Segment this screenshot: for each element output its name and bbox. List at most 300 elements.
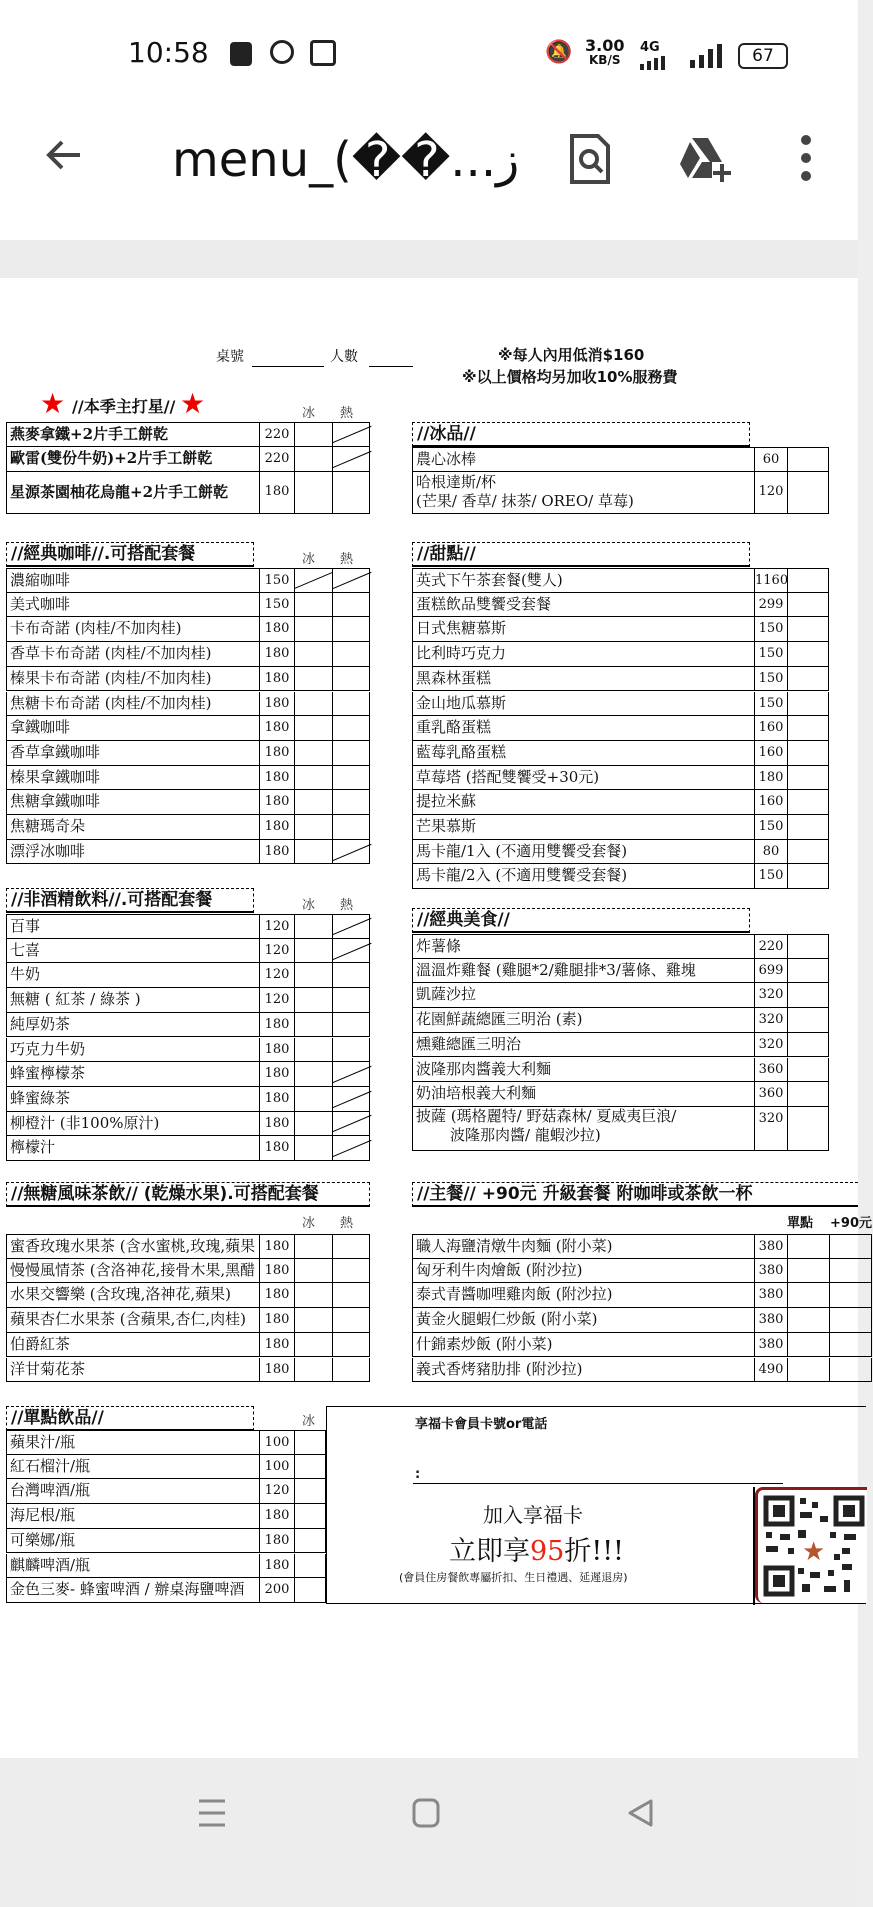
app-bar bbox=[0, 110, 858, 240]
hot-cell bbox=[333, 1062, 371, 1086]
menu-item-price: 120 bbox=[260, 939, 295, 963]
system-nav-bar bbox=[0, 1760, 858, 1907]
table-row bbox=[6, 1479, 326, 1504]
ice-cell bbox=[788, 1283, 830, 1307]
ice-cell bbox=[788, 1082, 830, 1106]
card-line bbox=[413, 1483, 783, 1484]
menu-item-price: 320 bbox=[755, 1107, 788, 1150]
table-row bbox=[412, 815, 829, 840]
net-speed bbox=[585, 38, 624, 68]
ice-cell bbox=[295, 1358, 333, 1382]
table-row bbox=[6, 1136, 370, 1161]
menu-item-price: 180 bbox=[260, 472, 295, 513]
hot-cell bbox=[333, 617, 371, 641]
menu-item-price: 180 bbox=[260, 1504, 295, 1528]
ice-cell bbox=[295, 1504, 327, 1528]
menu-item-name: 伯爵紅茶 bbox=[7, 1333, 260, 1357]
join-card-text: 加入享福卡 bbox=[483, 1503, 583, 1527]
ice-cell bbox=[295, 1479, 327, 1503]
card-note: (會員住房餐飲專屬折扣、生日禮遇、延遲退房) bbox=[399, 1571, 628, 1584]
table-row bbox=[412, 642, 829, 667]
table-line bbox=[252, 366, 324, 367]
menu-item-name: 重乳酪蛋糕 bbox=[413, 716, 755, 740]
menu-item-name: 金色三麥- 蜂蜜啤酒 / 辦桌海鹽啤酒 bbox=[7, 1578, 260, 1602]
table-row bbox=[412, 1259, 872, 1284]
table-row bbox=[6, 1087, 370, 1112]
menu-item-name: 慢慢風情茶 (含洛神花,接骨木果,黑醋 bbox=[7, 1259, 260, 1283]
hot-cell bbox=[333, 569, 371, 592]
menu-item-name: 日式焦糖慕斯 bbox=[413, 617, 755, 641]
menu-item-name: 職人海鹽清燉牛肉麵 (附小菜) bbox=[413, 1235, 755, 1258]
hot-cell bbox=[333, 1112, 371, 1136]
hot-cell bbox=[333, 472, 371, 513]
hot-cell bbox=[333, 790, 371, 814]
table-row bbox=[6, 1430, 326, 1455]
table-row bbox=[6, 1554, 326, 1579]
table-row bbox=[6, 1529, 326, 1554]
ice-cell bbox=[295, 569, 333, 592]
search-in-doc-button[interactable] bbox=[568, 134, 612, 184]
menu-item-name: 蜂蜜檸檬茶 bbox=[7, 1062, 260, 1086]
ice-cell bbox=[295, 988, 333, 1012]
hot-cell bbox=[333, 692, 371, 716]
ice-cell bbox=[295, 1062, 333, 1086]
table-row bbox=[412, 1107, 829, 1151]
menu-item-name: 焦糖卡布奇諾 (肉桂/不加肉桂) bbox=[7, 692, 260, 716]
menu-item-price: 180 bbox=[260, 1283, 295, 1307]
menu-item-name: 奶油培根義大利麵 bbox=[413, 1082, 755, 1106]
single-col-label: 單點 bbox=[787, 1216, 814, 1231]
hot-cell bbox=[333, 840, 371, 864]
menu-item-name: 蜂蜜綠茶 bbox=[7, 1087, 260, 1111]
menu-page bbox=[0, 278, 872, 1758]
table-row bbox=[412, 1082, 829, 1107]
menu-item-price: 180 bbox=[260, 692, 295, 716]
menu-item-price: 380 bbox=[755, 1259, 788, 1283]
menu-item-price: 150 bbox=[755, 617, 788, 641]
item-line: (芒果/ 香草/ 抹茶/ OREO/ 草莓) bbox=[416, 492, 634, 510]
hot-label: 熱 bbox=[340, 898, 354, 913]
menu-item-price: 180 bbox=[260, 1358, 295, 1382]
qr-code bbox=[755, 1487, 867, 1603]
table-row bbox=[6, 1283, 370, 1308]
menu-item-price: 180 bbox=[260, 642, 295, 666]
card-title: 享福卡會員卡號or電話 bbox=[415, 1417, 548, 1432]
menu-item-price: 120 bbox=[260, 963, 295, 987]
ice-cell bbox=[788, 667, 830, 691]
menu-item-name: 漂浮冰咖啡 bbox=[7, 840, 260, 864]
menu-item-price: 320 bbox=[755, 983, 788, 1007]
menu-item-name bbox=[413, 1107, 755, 1150]
menu-item-name: 洋甘菊花茶 bbox=[7, 1358, 260, 1382]
ice-cell bbox=[295, 1283, 333, 1307]
ice-cell bbox=[295, 1259, 333, 1283]
ice-cell bbox=[295, 716, 333, 740]
ice-cell bbox=[788, 1235, 830, 1258]
item-line: 波隆那肉醬/ 龍蝦沙拉) bbox=[450, 1125, 601, 1144]
menu-item-price: 150 bbox=[755, 864, 788, 888]
menu-item-name: 波隆那肉醬義大利麵 bbox=[413, 1058, 755, 1082]
menu-item-name: 水果交響樂 (含玫瑰,洛神花,蘋果) bbox=[7, 1283, 260, 1307]
menu-item-price: 120 bbox=[260, 1479, 295, 1503]
menu-item-name: 星源茶園柚花烏龍+2片手工餅乾 bbox=[7, 472, 260, 513]
menu-nav-button[interactable] bbox=[198, 1798, 226, 1828]
fruit-tea-header: //無糖風味茶飲// (乾燥水果).可搭配套餐 bbox=[6, 1182, 370, 1207]
member-card-box bbox=[326, 1406, 866, 1604]
table-row bbox=[412, 1308, 872, 1333]
ice-cell bbox=[295, 1112, 333, 1136]
ice-cell bbox=[788, 815, 830, 839]
ice-cell bbox=[788, 569, 830, 592]
menu-item-name: 什錦素炒飯 (附小菜) bbox=[413, 1333, 755, 1357]
menu-item-name: 香草卡布奇諾 (肉桂/不加肉桂) bbox=[7, 642, 260, 666]
menu-item-name: 無糖 ( 紅茶 / 綠茶 ) bbox=[7, 988, 260, 1012]
menu-item-name: 海尼根/瓶 bbox=[7, 1504, 260, 1528]
table-row bbox=[412, 864, 829, 889]
menu-item-name: 榛果拿鐵咖啡 bbox=[7, 766, 260, 790]
menu-item-price: 100 bbox=[260, 1455, 295, 1479]
ice-cell bbox=[788, 766, 830, 790]
hot-cell bbox=[333, 1259, 371, 1283]
ice-cell bbox=[295, 1333, 333, 1357]
home-nav-button[interactable] bbox=[412, 1798, 440, 1828]
menu-item-price: 160 bbox=[755, 741, 788, 765]
hot-cell bbox=[333, 815, 371, 839]
table-row bbox=[6, 1504, 326, 1529]
discount-pre: 立即享 bbox=[449, 1536, 530, 1567]
drive-add-button[interactable] bbox=[678, 134, 734, 184]
back-nav-button[interactable] bbox=[626, 1798, 654, 1828]
table-row bbox=[6, 790, 370, 815]
menu-item-name: 蘋果汁/瓶 bbox=[7, 1431, 260, 1454]
table-row bbox=[6, 1259, 370, 1284]
table-row bbox=[6, 815, 370, 840]
coffee-header: //經典咖啡//.可搭配套餐 bbox=[6, 542, 254, 567]
discount-post: 折!!! bbox=[564, 1536, 624, 1567]
single-drinks-header: //單點飲品// bbox=[6, 1406, 254, 1431]
hot-cell bbox=[830, 1333, 873, 1357]
menu-item-name: 蘋果杏仁水果茶 (含蘋果,杏仁,肉桂) bbox=[7, 1308, 260, 1332]
hot-cell bbox=[333, 1358, 371, 1382]
ice-cell bbox=[788, 617, 830, 641]
table-row bbox=[6, 1308, 370, 1333]
upgrade-col-label: +90元 bbox=[830, 1216, 872, 1231]
table-row bbox=[6, 617, 370, 642]
table-row bbox=[412, 1283, 872, 1308]
table-row bbox=[6, 1038, 370, 1063]
table-row bbox=[6, 766, 370, 791]
ice-cell bbox=[295, 1455, 327, 1479]
ice-header: //冰品// bbox=[412, 422, 750, 447]
ice-cell bbox=[295, 790, 333, 814]
table-row bbox=[412, 790, 829, 815]
star-icon: ★ bbox=[180, 387, 206, 420]
people-line bbox=[369, 366, 413, 367]
ice-cell bbox=[788, 741, 830, 765]
nonalc-header: //非酒精飲料//.可搭配套餐 bbox=[6, 888, 254, 913]
menu-item-name: 卡布奇諾 (肉桂/不加肉桂) bbox=[7, 617, 260, 641]
back-button[interactable] bbox=[40, 130, 90, 180]
ice-cell bbox=[788, 716, 830, 740]
signal2-icon bbox=[690, 44, 724, 72]
ice-cell bbox=[788, 790, 830, 814]
menu-item-price: 200 bbox=[260, 1578, 295, 1602]
hot-cell bbox=[333, 1308, 371, 1332]
ice-cell bbox=[295, 1431, 327, 1454]
net-speed-value: 3.00 bbox=[585, 36, 625, 55]
ice-cell bbox=[295, 423, 333, 446]
menu-item-name: 牛奶 bbox=[7, 963, 260, 987]
ice-cell bbox=[295, 815, 333, 839]
ice-label: 冰 bbox=[302, 406, 316, 421]
hot-cell bbox=[830, 1358, 873, 1382]
mute-icon: 🔕 bbox=[545, 40, 573, 65]
table-row bbox=[6, 939, 370, 964]
menu-item-price: 490 bbox=[755, 1358, 788, 1382]
hot-cell bbox=[333, 915, 371, 938]
menu-item-name: 蜜香玫瑰水果茶 (含水蜜桃,玫瑰,蘋果 bbox=[7, 1235, 260, 1258]
hot-cell bbox=[830, 1308, 873, 1332]
item-line: 披薩 (瑪格麗特/ 野菇森林/ 夏威夷巨浪/ bbox=[416, 1106, 677, 1125]
menu-item-name: 燕麥拿鐵+2片手工餅乾 bbox=[7, 423, 260, 446]
ice-cell bbox=[788, 593, 830, 617]
table-row bbox=[412, 716, 829, 741]
menu-item-price: 120 bbox=[755, 472, 788, 513]
menu-item-price: 180 bbox=[260, 790, 295, 814]
menu-item-name: 泰式青醬咖哩雞肉飯 (附沙拉) bbox=[413, 1283, 755, 1307]
ice-cell bbox=[788, 1008, 830, 1032]
table-row bbox=[6, 667, 370, 692]
table-row bbox=[6, 568, 370, 593]
menu-item-name: 花園鮮蔬總匯三明治 (素) bbox=[413, 1008, 755, 1032]
menu-item-price: 360 bbox=[755, 1082, 788, 1106]
min-charge: ※每人內用低消$160 bbox=[498, 346, 645, 364]
hot-cell bbox=[830, 1235, 873, 1258]
ice-cell bbox=[788, 935, 830, 958]
table-row bbox=[6, 840, 370, 865]
table-row bbox=[6, 716, 370, 741]
table-row bbox=[6, 963, 370, 988]
item-line: 哈根達斯/杯 bbox=[416, 473, 497, 491]
menu-item-price: 180 bbox=[260, 815, 295, 839]
hot-cell bbox=[333, 447, 371, 471]
menu-item-name: 巧克力牛奶 bbox=[7, 1038, 260, 1062]
table-row bbox=[6, 642, 370, 667]
ice-cell bbox=[295, 593, 333, 617]
hot-cell bbox=[333, 766, 371, 790]
more-options-button[interactable] bbox=[798, 132, 814, 184]
ice-cell bbox=[295, 963, 333, 987]
menu-item-price: 180 bbox=[260, 1529, 295, 1553]
menu-item-name: 拿鐵咖啡 bbox=[7, 716, 260, 740]
menu-item-name: 濃縮咖啡 bbox=[7, 569, 260, 592]
table-row bbox=[412, 766, 829, 791]
menu-item-price: 150 bbox=[260, 569, 295, 592]
menu-item-price: 60 bbox=[755, 448, 788, 471]
menu-item-price: 320 bbox=[755, 1008, 788, 1032]
ice-cell bbox=[295, 1529, 327, 1553]
clock: 10:58 bbox=[128, 36, 209, 69]
season-title: //本季主打星// bbox=[72, 397, 176, 416]
menu-item-price: 150 bbox=[755, 692, 788, 716]
hot-cell bbox=[333, 1087, 371, 1111]
menu-item-name: 燻雞總匯三明治 bbox=[413, 1033, 755, 1057]
table-row bbox=[412, 1008, 829, 1033]
ice-cell bbox=[295, 939, 333, 963]
ice-label: 冰 bbox=[302, 1414, 316, 1429]
document-viewer[interactable] bbox=[0, 240, 872, 1760]
hot-cell bbox=[333, 1038, 371, 1062]
menu-item-price: 180 bbox=[260, 766, 295, 790]
menu-item-name: 金山地瓜慕斯 bbox=[413, 692, 755, 716]
menu-item-price: 150 bbox=[755, 667, 788, 691]
ice-cell bbox=[788, 1358, 830, 1382]
table-label: 桌號 bbox=[216, 349, 244, 365]
network-type: 4G bbox=[640, 40, 660, 55]
ice-cell bbox=[295, 642, 333, 666]
ice-cell bbox=[788, 983, 830, 1007]
table-row bbox=[6, 1358, 370, 1383]
menu-item-price: 220 bbox=[755, 935, 788, 958]
hot-cell bbox=[333, 1013, 371, 1037]
menu-item-price: 220 bbox=[260, 423, 295, 446]
table-row bbox=[6, 1112, 370, 1137]
menu-item-name: 美式咖啡 bbox=[7, 593, 260, 617]
ice-cell bbox=[788, 1259, 830, 1283]
ice-label: 冰 bbox=[302, 552, 316, 567]
table-row bbox=[6, 1234, 370, 1259]
menu-item-price: 380 bbox=[755, 1333, 788, 1357]
menu-item-name: 匈牙利牛肉燴飯 (附沙拉) bbox=[413, 1259, 755, 1283]
menu-item-name: 草莓塔 (搭配雙饗受+30元) bbox=[413, 766, 755, 790]
hot-cell bbox=[333, 593, 371, 617]
shopee-icon bbox=[230, 42, 252, 66]
menu-item-price: 1160 bbox=[755, 569, 788, 592]
ice-cell bbox=[788, 692, 830, 716]
ice-cell bbox=[295, 692, 333, 716]
table-row bbox=[412, 692, 829, 717]
ice-cell bbox=[295, 617, 333, 641]
menu-item-price: 180 bbox=[260, 1062, 295, 1086]
ice-cell bbox=[788, 1107, 830, 1150]
menu-item-name: 蛋糕飲品雙饗受套餐 bbox=[413, 593, 755, 617]
menu-item-price: 180 bbox=[260, 1554, 295, 1578]
hot-cell bbox=[333, 988, 371, 1012]
table-row bbox=[412, 667, 829, 692]
ice-cell bbox=[788, 1333, 830, 1357]
ice-cell bbox=[295, 766, 333, 790]
table-row bbox=[412, 959, 829, 984]
net-speed-unit: KB/S bbox=[589, 53, 621, 67]
menu-item-name: 紅石榴汁/瓶 bbox=[7, 1455, 260, 1479]
ice-cell bbox=[788, 472, 830, 513]
hot-label: 熱 bbox=[340, 1216, 354, 1231]
menu-item-name: 藍莓乳酪蛋糕 bbox=[413, 741, 755, 765]
ice-cell bbox=[295, 915, 333, 938]
ice-cell bbox=[788, 1308, 830, 1332]
hot-label: 熱 bbox=[340, 406, 354, 421]
menu-item-name: 英式下午茶套餐(雙人) bbox=[413, 569, 755, 592]
hot-cell bbox=[830, 1259, 873, 1283]
ice-cell bbox=[295, 840, 333, 864]
menu-item-name: 農心冰棒 bbox=[413, 448, 755, 471]
hot-cell bbox=[333, 1283, 371, 1307]
menu-item-name: 比利時巧克力 bbox=[413, 642, 755, 666]
hot-cell bbox=[333, 667, 371, 691]
menu-item-price: 180 bbox=[260, 716, 295, 740]
battery-level: 67 bbox=[752, 46, 774, 66]
table-row bbox=[412, 1033, 829, 1058]
ice-cell bbox=[295, 1136, 333, 1160]
ice-cell bbox=[295, 1038, 333, 1062]
menu-item-price: 699 bbox=[755, 959, 788, 983]
menu-item-name: 溫溫炸雞餐 (雞腿*2/雞腿排*3/薯條、雞塊 bbox=[413, 959, 755, 983]
menu-item-price: 180 bbox=[260, 840, 295, 864]
table-row bbox=[6, 988, 370, 1013]
menu-item-name: 炸薯條 bbox=[413, 935, 755, 958]
menu-item-name: 焦糖拿鐵咖啡 bbox=[7, 790, 260, 814]
menu-item-price: 180 bbox=[260, 667, 295, 691]
menu-item-price: 150 bbox=[755, 815, 788, 839]
app-icon bbox=[310, 40, 336, 66]
table-row bbox=[412, 568, 829, 593]
menu-item-name: 榛果卡布奇諾 (肉桂/不加肉桂) bbox=[7, 667, 260, 691]
menu-item-price: 180 bbox=[260, 1259, 295, 1283]
menu-item-name: 提拉米蘇 bbox=[413, 790, 755, 814]
ice-cell bbox=[788, 840, 830, 864]
menu-item-name: 黑森林蛋糕 bbox=[413, 667, 755, 691]
menu-item-price: 180 bbox=[260, 1308, 295, 1332]
ice-label: 冰 bbox=[302, 898, 316, 913]
ice-cell bbox=[295, 447, 333, 471]
menu-item-price: 160 bbox=[755, 790, 788, 814]
table-row bbox=[412, 840, 829, 865]
ice-cell bbox=[295, 1554, 327, 1578]
ice-cell bbox=[295, 1578, 327, 1602]
hot-label: 熱 bbox=[340, 552, 354, 567]
menu-item-name: 檸檬汁 bbox=[7, 1136, 260, 1160]
star-icon: ★ bbox=[40, 387, 66, 420]
hot-cell bbox=[333, 1333, 371, 1357]
hot-cell bbox=[830, 1283, 873, 1307]
menu-item-price: 180 bbox=[260, 1235, 295, 1258]
menu-item-price: 180 bbox=[755, 766, 788, 790]
table-row bbox=[6, 1062, 370, 1087]
ice-cell bbox=[295, 1087, 333, 1111]
ice-cell bbox=[788, 642, 830, 666]
ice-cell bbox=[788, 1058, 830, 1082]
table-row bbox=[6, 1578, 326, 1603]
document-title: menu_(��...ز bbox=[172, 132, 520, 188]
people-label: 人數 bbox=[330, 349, 358, 365]
hot-cell bbox=[333, 963, 371, 987]
table-row bbox=[412, 934, 829, 959]
menu-item-name: 焦糖瑪奇朵 bbox=[7, 815, 260, 839]
dessert-header: //甜點// bbox=[412, 542, 750, 567]
ice-label: 冰 bbox=[302, 1216, 316, 1231]
menu-item-price: 150 bbox=[260, 593, 295, 617]
menu-item-name: 馬卡龍/2入 (不適用雙饗受套餐) bbox=[413, 864, 755, 888]
menu-item-price: 360 bbox=[755, 1058, 788, 1082]
menu-item-price: 180 bbox=[260, 1333, 295, 1357]
menu-item-price: 180 bbox=[260, 1112, 295, 1136]
menu-item-price: 380 bbox=[755, 1235, 788, 1258]
menu-item-name: 可樂娜/瓶 bbox=[7, 1529, 260, 1553]
menu-item-price: 120 bbox=[260, 915, 295, 938]
table-row bbox=[412, 617, 829, 642]
ice-cell bbox=[295, 741, 333, 765]
status-bar bbox=[0, 0, 858, 110]
